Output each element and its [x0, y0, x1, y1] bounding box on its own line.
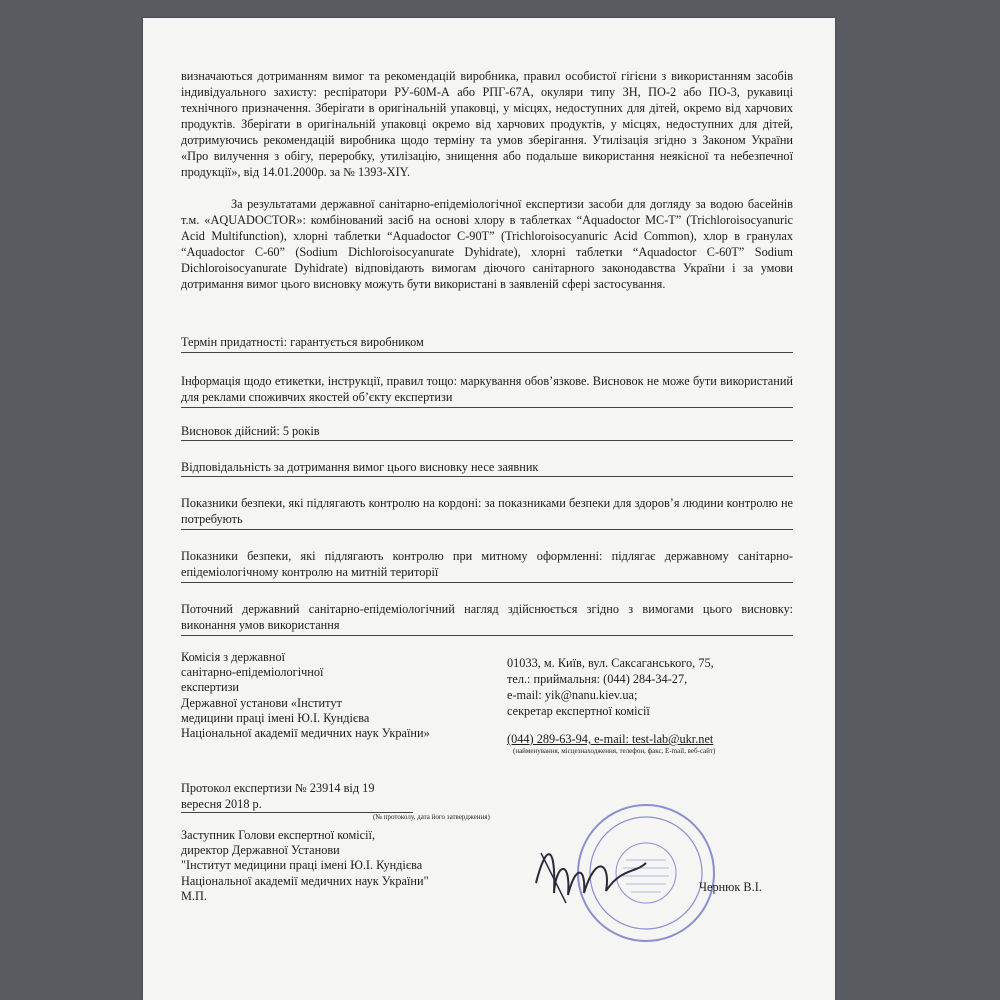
stamp-mark: М.П. — [181, 888, 207, 903]
commission-line: Національної академії медичних наук України» — [181, 726, 430, 741]
divider — [181, 635, 793, 636]
signer-line: "Інститут медицини праці імені Ю.І. Кундієва — [181, 858, 423, 873]
divider — [181, 529, 793, 530]
commission-line: медицини праці імені Ю.І. Кундієва — [181, 710, 370, 725]
protocol-line: Протокол експертизи № 23914 від 19 вересня 2018 р. — [181, 780, 413, 813]
address: 01033, м. Київ, вул. Саксаганського, 75, — [507, 656, 714, 670]
customs-control-field: Показники безпеки, які підлягають контролю при митному оформленні: підлягає державному санітарно-епідеміологічному контролю на митній території — [181, 549, 793, 579]
divider — [181, 582, 793, 583]
signer-block — [181, 828, 501, 904]
secretary-contacts: (044) 289-63-94, e-mail: test-lab@ukr.net — [507, 732, 714, 746]
signature-icon — [526, 823, 656, 913]
secretary-label: секретар експертної комісії — [507, 704, 650, 718]
signer-line: Заступник Голови експертної комісії, — [181, 828, 376, 842]
contacts-note: (найменування, місцезнаходження, телефон, факс, E-mail, веб-сайт) — [513, 747, 716, 755]
safety-storage-paragraph: визначаються дотриманням вимог та рекомендацій виробника, правил особистої гігієни з використанням засобів індивідуального захисту: респіратори РУ-60М-А або РПГ-67А, окуляри типу ЗН, ПО-2 або ПО-3, рукавиці технічного призначення. Зберігати в оригінальній упаковці, у місцях, недоступних для дітей, окремо від харчових продуктів. Зберігати в оригінальній упаковці окремо від харчових продуктів, у місцях, недоступних для дітей, дотримуючись рекомендацій виробника щодо терміну та умов зберігання. Утилізація згідно з Законом України «Про вилучення з обігу, переробку, утилізацію, знищення або подальше використання неякісної та небезпечної продукції», від 14.01.2000р. за № 1393-XIY. — [181, 69, 793, 179]
commission-line: експертизи — [181, 680, 240, 695]
label-info-field: Інформація щодо етикетки, інструкції, правил тощо: маркування обов’язкове. Висновок не може бути використаний для реклами споживчих якостей об’єкту експертизи — [181, 374, 793, 404]
commission-line: санітарно-епідеміологічної — [181, 665, 324, 680]
protocol-note: (№ протоколу, дата його затвердження) — [373, 813, 490, 821]
signer-name: Чернюк В.І. — [699, 880, 762, 894]
shelf-life-field: Термін придатності: гарантується виробником — [181, 335, 424, 349]
divider — [181, 407, 793, 408]
divider — [181, 440, 793, 441]
document-page — [143, 18, 835, 1000]
validity-field: Висновок дійсний: 5 років — [181, 424, 320, 438]
signer-line: Національної академії медичних наук України" — [181, 873, 429, 888]
commission-line: Комісія з державної — [181, 650, 286, 664]
commission-line: Державної установи «Інститут — [181, 695, 342, 710]
email: e-mail: yik@nanu.kiev.ua; — [507, 688, 638, 702]
signer-line: директор Державної Установи — [181, 843, 340, 858]
commission-block — [181, 650, 511, 741]
border-control-field: Показники безпеки, які підлягають контролю на кордоні: за показниками безпеки для здоров’я людини контролю не потребують — [181, 496, 793, 526]
contacts-block — [507, 655, 797, 756]
divider — [181, 476, 793, 477]
divider — [181, 352, 793, 353]
supervision-field: Поточний державний санітарно-епідеміологічний нагляд здійснюється згідно з вимогами цього висновку: виконання умов використання — [181, 602, 793, 632]
expertise-result-paragraph: За результатами державної санітарно-епідеміологічної експертизи засоби для догляду за водою басейнів т.м. «AQUADOCTOR»: комбінований засіб на основі хлору в таблетках “Aquadoctor MC-T” (Trichloroisocyanuric Acid Multifunction), хлорні таблетки “Aquadoctor C-90T” (Trichloroisocyanuric Acid Common), хлор в гранулах “Aquadoctor C-60” (Sodium Dichloroisocyanurate Dyhidrate), хлорні таблетки “Aquadoctor C-60T” Sodium Dichloroisocyanurate Dyhidrate) відповідають вимогам діючого санітарного законодавства України і за умови дотримання вимог цього висновку можуть бути використані в заявленій сфері застосування. — [181, 197, 793, 291]
responsibility-field: Відповідальність за дотримання вимог цього висновку несе заявник — [181, 460, 539, 474]
phone: тел.: приймальня: (044) 284-34-27, — [507, 672, 688, 686]
